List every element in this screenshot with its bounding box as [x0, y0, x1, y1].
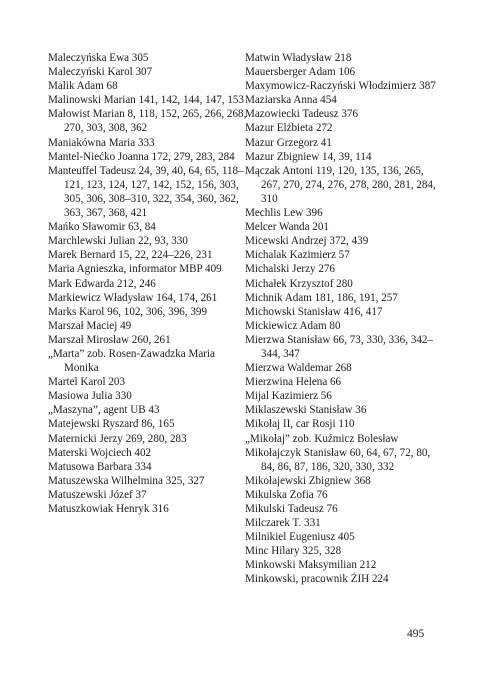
index-entry: Micewski Andrzej 372, 439: [245, 235, 369, 248]
index-entry: Minc Hilary 325, 328: [245, 545, 342, 558]
index-entry: Małowist Marian 8, 118, 152, 265, 266, 268, 270, 303, 308, 362: [48, 108, 247, 135]
index-entry: Mierzwa Waldemar 268: [245, 362, 352, 375]
index-entry: Michowski Stanisław 416, 417: [245, 305, 383, 318]
index-entry: Melcer Wanda 201: [245, 221, 329, 234]
index-entry: Marszał Maciej 49: [48, 319, 132, 332]
index-entry: Michalak Kazimierz 57: [245, 249, 350, 262]
index-entry: Marek Bernard 15, 22, 224–226, 231: [48, 249, 213, 262]
index-entry: Maziarska Anna 454: [245, 94, 337, 107]
index-entry: Martel Karol 203: [48, 376, 126, 389]
index-entry: Maternicki Jerzy 269, 280, 283: [48, 432, 187, 445]
page-number: 495: [407, 628, 425, 640]
index-entry: Mierzwina Helena 66: [245, 376, 342, 389]
index-entry: Michalski Jerzy 276: [245, 263, 335, 276]
index-column-right: [245, 51, 445, 587]
index-entry: Mikulski Tadeusz 76: [245, 503, 338, 515]
index-entry: Manteuffel Tadeusz 24, 39, 40, 64, 65, 118–121, 123, 124, 127, 142, 152, 156, 303, 305, 306, 308–310, 322, 354, 360, 362, 363, 367, 368, 421: [48, 164, 244, 220]
index-entry: Mantel-Niećko Joanna 172, 279, 283, 284: [48, 150, 235, 163]
index-entry: Matwin Władysław 218: [245, 52, 352, 64]
index-entry: Matuszewski Józef 37: [48, 488, 147, 501]
index-entry: Maxymowicz-Raczyński Włodzimierz 387: [245, 80, 436, 93]
index-entry: Matuszkowiak Henryk 316: [48, 503, 169, 515]
index-entry: Maleczyńska Ewa 305: [48, 52, 149, 64]
index-entry: „Mikołaj” zob. Kuźmicz Bolesław: [245, 432, 399, 445]
index-column-left: [48, 51, 248, 516]
index-entry: Maniakówna Maria 333: [48, 136, 155, 149]
index-entry: Minkowski Maksymilian 212: [245, 559, 377, 572]
index-entry: Malinowski Marian 141, 142, 144, 147, 153: [48, 94, 244, 107]
index-entry: Maleczyński Karol 307: [48, 66, 153, 79]
index-entry: Milczarek T. 331: [245, 517, 321, 530]
index-entry: Mikulska Zofia 76: [245, 488, 328, 501]
index-entry: Milnikiel Eugeniusz 405: [245, 531, 355, 544]
index-entry: Mickiewicz Adam 80: [245, 319, 341, 332]
index-entry: Marchlewski Julian 22, 93, 330: [48, 235, 188, 248]
index-entry: Michałek Krzysztof 280: [245, 277, 353, 290]
index-entry: „Maszyna”, agent UB 43: [48, 404, 160, 417]
index-entry: Mierzwa Stanisław 66, 73, 330, 336, 342–344, 347: [245, 333, 433, 360]
index-entry: Mikołaj II, car Rosji 110: [245, 418, 355, 431]
index-entry: Mark Edwarda 212, 246: [48, 277, 156, 290]
index-entry: Markiewicz Władysław 164, 174, 261: [48, 291, 218, 304]
index-entry: Matuszewska Wilhelmina 325, 327: [48, 474, 205, 487]
index-entry: Matusowa Barbara 334: [48, 460, 152, 473]
index-entry: Mączak Antoni 119, 120, 135, 136, 265, 267, 270, 274, 276, 278, 280, 281, 284, 310: [245, 164, 436, 205]
index-entry: Mazur Grzegorz 41: [245, 136, 332, 149]
index-entry: Miklaszewski Stanisław 36: [245, 404, 367, 417]
index-entry: Mikołajczyk Stanisław 60, 64, 67, 72, 80, 84, 86, 87, 186, 320, 330, 332: [245, 446, 431, 473]
index-entry: Michnik Adam 181, 186, 191, 257: [245, 291, 398, 304]
index-entry: Mijal Kazimierz 56: [245, 390, 332, 403]
index-entry: „Marta” zob. Rosen-Zawadzka Maria Monika: [48, 347, 215, 375]
index-entry: Marks Karol 96, 102, 306, 396, 399: [48, 305, 207, 318]
index-entry: Mikołajewski Zbigniew 368: [245, 474, 371, 487]
index-entry: Materski Wojciech 402: [48, 446, 152, 459]
index-entry: Malik Adam 68: [48, 80, 118, 93]
index-entry: Mauersberger Adam 106: [245, 66, 356, 79]
index-entry: Mechlis Lew 396: [245, 207, 323, 220]
index-entry: Maria Agnieszka, informator MBP 409: [48, 263, 222, 276]
index-entry: Mazur Elżbieta 272: [245, 122, 333, 135]
index-entry: Matejewski Ryszard 86, 165: [48, 418, 175, 431]
index-entry: Marszał Mirosław 260, 261: [48, 333, 171, 346]
index-entry: Mańko Sławomir 63, 84: [48, 221, 156, 234]
index-entry: Masiowa Julia 330: [48, 390, 132, 403]
index-entry: Minkowski, pracownik ŻIH 224: [245, 573, 389, 586]
index-entry: Mazowiecki Tadeusz 376: [245, 108, 359, 121]
index-entry: Mazur Zbigniew 14, 39, 114: [245, 150, 372, 163]
